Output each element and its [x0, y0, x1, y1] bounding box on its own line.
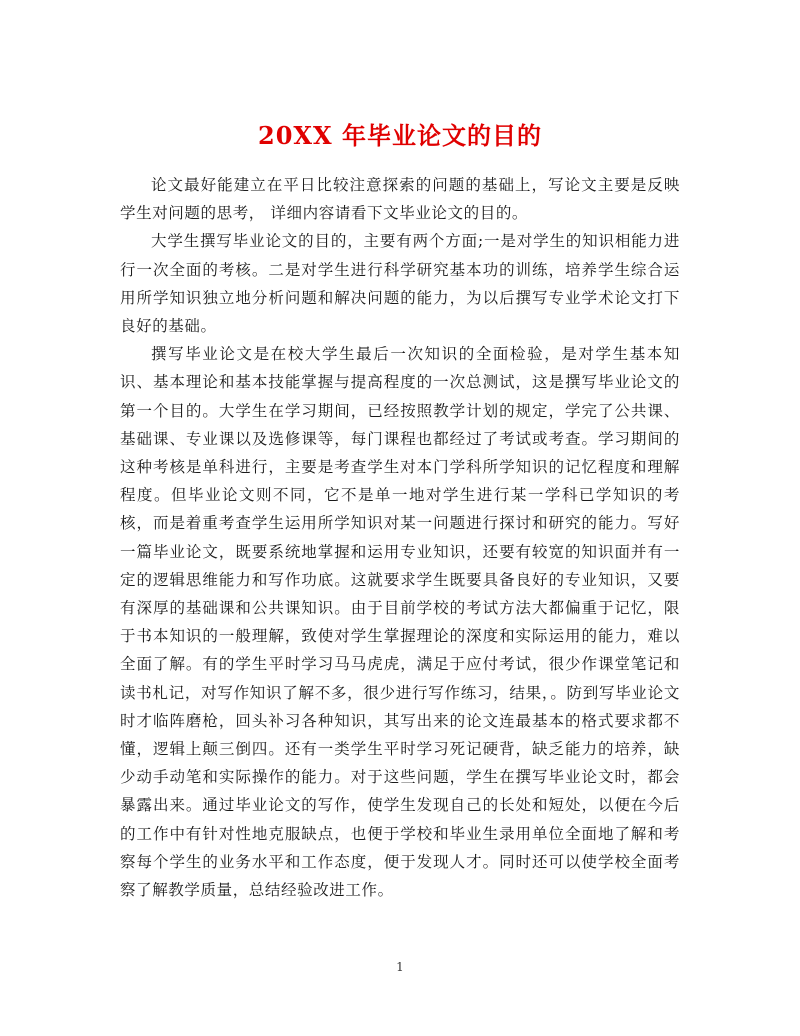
paragraph-intro: 论文最好能建立在平日比较注意探索的问题的基础上，写论文主要是反映学生对问题的思考， 详细内容请看下文毕业论文的目的。: [120, 176, 680, 223]
paragraph-detail: 撰写毕业论文是在校大学生最后一次知识的全面检验，是对学生基本知识、基本理论和基本技能掌握与提高程度的一次总测试，这是撰写毕业论文的第一个目的。大学生在学习期间，已经按照教学计划的规定，学完了公共课、基础课、专业课以及选修课等，每门课程也都经过了考试或考查。学习期间的这种考核是单科进行，主要是考查学生对本门学科所学知识的记忆程度和理解程度。但毕业论文则不同，它不是单一地对学生进行某一学科已学知识的考核，而是着重考查学生运用所学知识对某一问题进行探讨和研究的能力。写好一篇毕业论文，既要系统地掌握和运用专业知识，还要有较宽的知识面并有一定的逻辑思维能力和写作功底。这就要求学生既要具备良好的专业知识，又要有深厚的基础课和公共课知识。由于目前学校的考试方法大都偏重于记忆，限于书本知识的一般理解，致使对学生掌握理论的深度和实际运用的能力，难以全面了解。有的学生平时学习马马虎虎，满足于应付考试，很少作课堂笔记和读书札记，对写作知识了解不多，很少进行写作练习，结果，。防到写毕业论文时才临阵磨枪，回头补习各种知识，其写出来的论文连最基本的格式要求都不懂，逻辑上颠三倒四。还有一类学生平时学习死记硬背，缺乏能力的培养，缺少动手动笔和实际操作的能力。对于这些问题，学生在撰写毕业论文时，都会暴露出来。通过毕业论文的写作，使学生发现自己的长处和短处，以便在今后的工作中有针对性地克服缺点，也便于学校和毕业生录用单位全面地了解和考察每个学生的业务水平和工作态度，便于发现人才。同时还可以使学校全面考察了解教学质量，总结经验改进工作。: [120, 345, 680, 900]
paragraph-purpose: 大学生撰写毕业论文的目的，主要有两个方面;一是对学生的知识相能力进行一次全面的考核。二是对学生进行科学研究基本功的训练，培养学生综合运用所学知识独立地分析问题和解决问题的能力，为以后撰写专业学术论文打下良好的基础。: [120, 232, 680, 336]
document-title: 20XX 年毕业论文的目的: [258, 121, 542, 151]
page-number: 1: [396, 960, 404, 974]
document-body: [120, 171, 680, 904]
